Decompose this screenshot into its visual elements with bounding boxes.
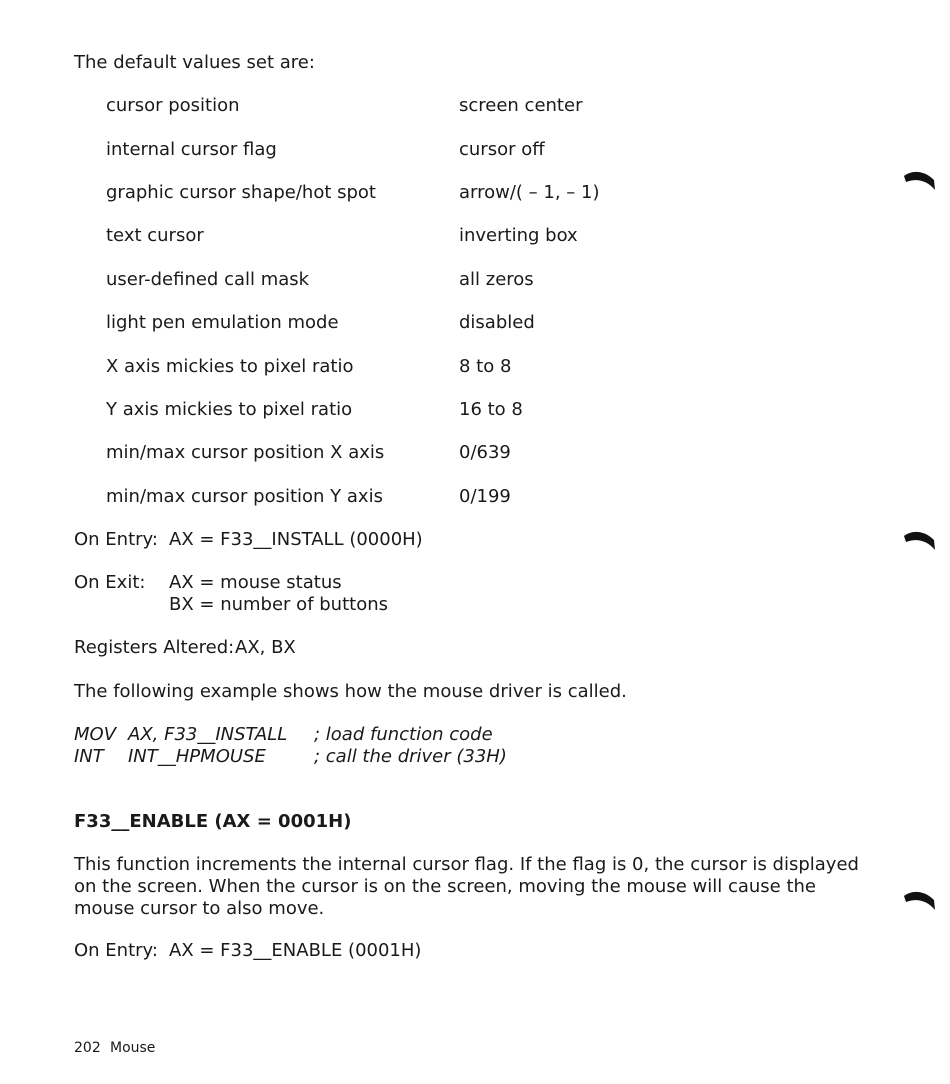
default-value: 0/199 [459,486,511,507]
registers-label: Registers Altered: [74,637,235,658]
default-name: Y axis mickies to pixel ratio [106,399,353,420]
code-comment: ; call the driver (33H) [314,746,507,767]
code-args: AX, F33__INSTALL [128,724,288,745]
default-value: inverting box [459,225,578,246]
default-value: 16 to 8 [459,399,523,420]
default-name: min/max cursor position Y axis [106,486,383,507]
default-name: internal cursor flag [106,139,277,160]
enable-description: This function increments the internal cursor flag. If the flag is 0, the cursor is displayed on the screen. When the cursor is on the screen, moving the mouse will cause the mouse cursor to also move. [74,854,859,919]
default-name: min/max cursor position X axis [106,442,385,463]
default-value: 8 to 8 [459,356,512,377]
default-value: disabled [459,312,535,333]
on-entry-label: On Entry: [74,940,158,961]
code-args: INT__HPMOUSE [128,746,266,767]
default-value: cursor off [459,139,545,160]
default-name: light pen emulation mode [106,312,339,333]
on-exit-line: BX = number of buttons [169,594,388,615]
code-op: MOV [74,724,117,745]
default-value: 0/639 [459,442,511,463]
on-entry-value: AX = F33__INSTALL (0000H) [169,529,423,550]
footer-section: Mouse [110,1040,156,1056]
default-name: graphic cursor shape/hot spot [106,182,376,203]
default-name: user-defined call mask [106,269,310,290]
on-entry-value: AX = F33__ENABLE (0001H) [169,940,422,961]
code-comment: ; load function code [314,724,493,745]
on-exit-label: On Exit: [74,572,146,593]
default-value: arrow/( – 1, – 1) [459,182,600,203]
margin-tab-mark-icon [902,528,936,552]
on-exit-line: AX = mouse status [169,572,342,593]
registers-value: AX, BX [235,637,296,658]
intro-text: The default values set are: [74,52,315,73]
default-name: X axis mickies to pixel ratio [106,356,354,377]
default-name: cursor position [106,95,240,116]
code-op: INT [74,746,104,767]
default-name: text cursor [106,225,204,246]
default-value: all zeros [459,269,534,290]
page-number: 202 [74,1040,101,1056]
section-heading: F33__ENABLE (AX = 0001H) [74,811,352,832]
default-value: screen center [459,95,583,116]
margin-tab-mark-icon [902,888,936,912]
margin-tab-mark-icon [902,168,936,192]
example-intro: The following example shows how the mouse driver is called. [74,681,627,702]
on-entry-label: On Entry: [74,529,158,550]
